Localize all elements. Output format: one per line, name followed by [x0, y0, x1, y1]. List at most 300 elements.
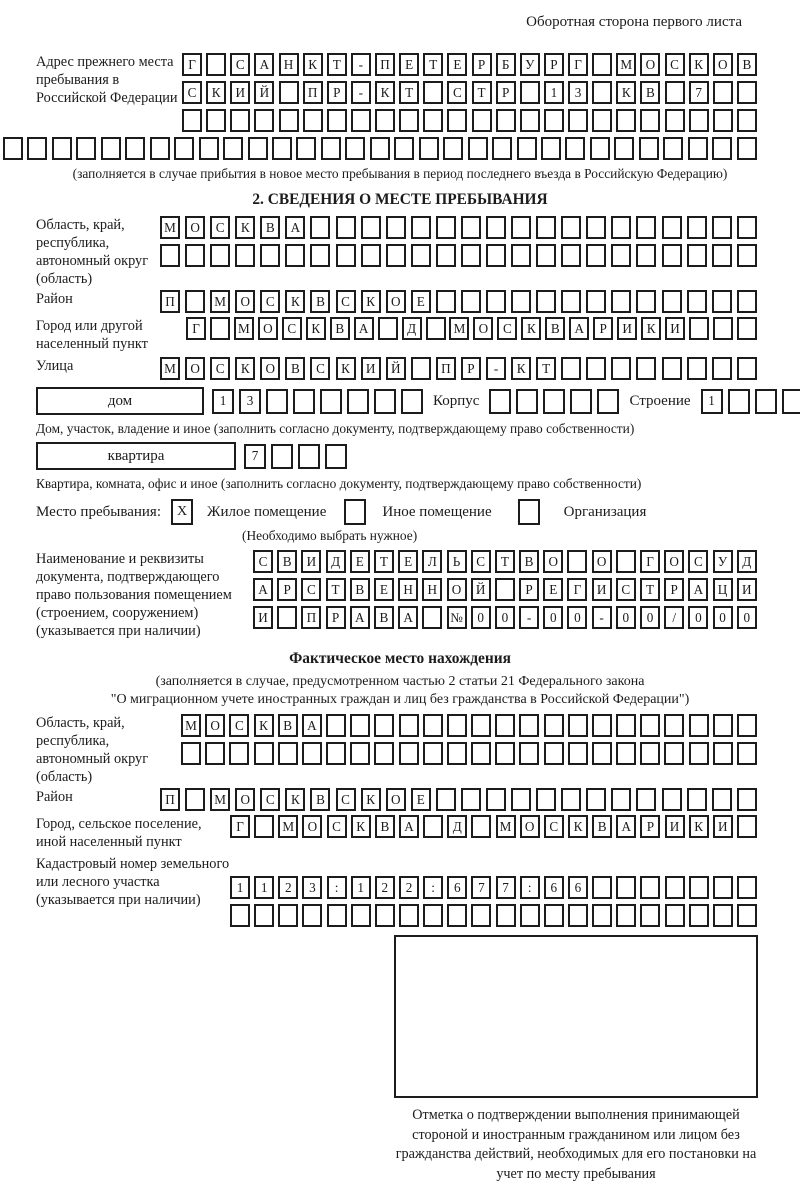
char-box: М — [449, 317, 469, 340]
choose-needed-caption: (Необходимо выбрать нужное) — [242, 528, 418, 543]
char-box — [271, 444, 293, 469]
char-box: Е — [398, 550, 418, 573]
char-box — [616, 876, 636, 899]
actual-region-label: Область, край, республика, автономный округ (область) — [36, 715, 149, 785]
char-box — [520, 81, 540, 104]
char-box: 0 — [616, 606, 636, 629]
char-box — [689, 876, 709, 899]
char-box — [260, 244, 280, 267]
char-box: 0 — [471, 606, 491, 629]
char-box: С — [182, 81, 202, 104]
char-box: О — [260, 357, 280, 380]
char-box — [461, 788, 481, 811]
char-box — [27, 137, 47, 160]
char-box — [423, 714, 443, 737]
char-box: К — [361, 788, 381, 811]
char-box — [468, 137, 488, 160]
char-box: А — [569, 317, 589, 340]
char-box — [495, 742, 515, 765]
char-box — [664, 742, 684, 765]
char-box: : — [520, 876, 540, 899]
char-box — [568, 742, 588, 765]
region-label: Область, край, республика, автономный округ (область) — [36, 217, 149, 287]
confirmation-area — [394, 935, 758, 1184]
checkbox-residential: X — [171, 499, 193, 525]
char-box — [565, 137, 585, 160]
char-box: В — [285, 357, 305, 380]
char-box — [302, 742, 322, 765]
char-box — [592, 81, 612, 104]
char-box: Е — [374, 578, 394, 601]
char-box — [592, 53, 612, 76]
street-row — [0, 357, 800, 380]
char-box — [277, 606, 297, 629]
char-box — [568, 904, 588, 927]
char-box — [3, 137, 23, 160]
char-box: С — [253, 550, 273, 573]
char-box — [640, 109, 660, 132]
char-box: 6 — [447, 876, 467, 899]
char-box — [436, 244, 456, 267]
char-box — [687, 357, 707, 380]
char-box — [486, 216, 506, 239]
char-box: 0 — [713, 606, 733, 629]
char-box: Р — [496, 81, 516, 104]
char-box — [426, 317, 446, 340]
char-box: Р — [461, 357, 481, 380]
char-box — [640, 714, 660, 737]
char-box — [310, 244, 330, 267]
house-type-box: дом — [36, 387, 204, 415]
char-box: И — [592, 578, 612, 601]
char-box — [611, 788, 631, 811]
char-box — [150, 137, 170, 160]
char-box — [712, 357, 732, 380]
char-box: М — [210, 788, 230, 811]
char-box: А — [616, 815, 636, 838]
char-box: Й — [386, 357, 406, 380]
char-box — [662, 216, 682, 239]
char-box — [712, 290, 732, 313]
char-box — [160, 244, 180, 267]
char-box — [345, 137, 365, 160]
char-box: Й — [471, 578, 491, 601]
char-box: Б — [496, 53, 516, 76]
char-box: С — [336, 290, 356, 313]
char-box — [492, 137, 512, 160]
char-row — [186, 317, 757, 340]
char-box — [447, 109, 467, 132]
char-box — [471, 904, 491, 927]
char-box: 0 — [737, 606, 757, 629]
char-box: С — [210, 216, 230, 239]
char-box — [597, 389, 619, 414]
char-box — [664, 714, 684, 737]
char-box: К — [641, 317, 661, 340]
checkbox-organization — [518, 499, 540, 525]
char-box — [663, 137, 683, 160]
char-box: О — [543, 550, 563, 573]
char-box: Т — [495, 550, 515, 573]
char-box — [326, 714, 346, 737]
char-box: : — [423, 876, 443, 899]
char-box — [296, 137, 316, 160]
char-box: К — [306, 317, 326, 340]
char-row — [182, 81, 757, 104]
char-box: П — [375, 53, 395, 76]
char-box — [361, 216, 381, 239]
char-box: О — [664, 550, 684, 573]
char-box: О — [592, 550, 612, 573]
char-box — [543, 389, 565, 414]
char-box: 0 — [688, 606, 708, 629]
char-box — [737, 290, 757, 313]
char-box: В — [278, 714, 298, 737]
char-box: С — [665, 53, 685, 76]
char-box — [662, 788, 682, 811]
char-box — [423, 742, 443, 765]
char-box — [461, 216, 481, 239]
char-box — [336, 244, 356, 267]
char-box: К — [689, 815, 709, 838]
char-row — [160, 216, 757, 239]
char-box — [272, 137, 292, 160]
char-box: 1 — [254, 876, 274, 899]
char-box — [423, 904, 443, 927]
char-box — [185, 788, 205, 811]
char-box — [447, 742, 467, 765]
char-box — [636, 788, 656, 811]
korpus-label: Корпус — [433, 392, 480, 409]
char-box — [411, 244, 431, 267]
char-box: М — [160, 216, 180, 239]
actual-location-caption-1: (заполняется в случае, предусмотренном частью 2 статьи 21 Федерального закона — [155, 674, 645, 689]
char-row-full-width — [3, 137, 757, 160]
char-box — [640, 876, 660, 899]
char-row — [182, 53, 757, 76]
char-box — [737, 81, 757, 104]
char-box — [495, 714, 515, 737]
char-box: О — [713, 53, 733, 76]
region-grid — [160, 216, 757, 267]
char-box — [235, 244, 255, 267]
char-box: У — [713, 550, 733, 573]
title-document-label: Наименование и реквизиты документа, подтверждающего право пользования помещением (строением, сооружением) (указывается при наличии) — [36, 551, 232, 639]
char-box — [511, 290, 531, 313]
char-box: С — [229, 714, 249, 737]
char-box: Г — [230, 815, 250, 838]
char-box — [737, 137, 757, 160]
char-box: К — [375, 81, 395, 104]
char-box: / — [664, 606, 684, 629]
char-box — [486, 290, 506, 313]
char-box — [125, 137, 145, 160]
char-box: Ц — [713, 578, 733, 601]
actual-location-caption-2: "О миграционном учете иностранных граждан и лиц без гражданства в Российской Федерации") — [110, 692, 690, 707]
char-box — [586, 290, 606, 313]
char-box — [713, 317, 733, 340]
char-box — [689, 742, 709, 765]
char-box — [285, 244, 305, 267]
char-box — [639, 137, 659, 160]
char-box — [737, 714, 757, 737]
char-box: К — [285, 788, 305, 811]
char-box — [210, 317, 230, 340]
char-box — [399, 742, 419, 765]
char-box — [206, 109, 226, 132]
char-box — [254, 815, 274, 838]
char-box: К — [361, 290, 381, 313]
char-box — [320, 389, 342, 414]
region-block — [0, 216, 800, 288]
char-box — [561, 290, 581, 313]
char-box: К — [689, 53, 709, 76]
char-box — [516, 389, 538, 414]
char-box — [712, 244, 732, 267]
char-row — [160, 357, 757, 380]
char-box — [611, 290, 631, 313]
char-box: Г — [640, 550, 660, 573]
char-box — [496, 109, 516, 132]
apartment-type-box: квартира — [36, 442, 236, 470]
char-box — [386, 244, 406, 267]
char-box: 3 — [568, 81, 588, 104]
char-box — [665, 904, 685, 927]
char-box — [293, 389, 315, 414]
char-box — [662, 357, 682, 380]
char-box — [782, 389, 800, 414]
char-box — [687, 788, 707, 811]
char-row — [230, 815, 757, 838]
char-box — [374, 714, 394, 737]
char-row — [253, 606, 757, 629]
apartment-row — [36, 442, 757, 470]
char-box: С — [336, 788, 356, 811]
char-box — [378, 317, 398, 340]
char-box: Г — [567, 578, 587, 601]
char-box — [636, 216, 656, 239]
char-box — [568, 109, 588, 132]
char-box: С — [260, 788, 280, 811]
char-box: Р — [640, 815, 660, 838]
char-box: М — [234, 317, 254, 340]
char-box — [185, 290, 205, 313]
char-box: Т — [374, 550, 394, 573]
char-box: : — [327, 876, 347, 899]
char-box: К — [336, 357, 356, 380]
char-row — [160, 244, 757, 267]
char-box: М — [160, 357, 180, 380]
char-box — [568, 714, 588, 737]
char-box — [351, 109, 371, 132]
char-row — [160, 788, 757, 811]
char-box: В — [277, 550, 297, 573]
char-box: К — [235, 357, 255, 380]
char-box: - — [486, 357, 506, 380]
char-box — [230, 109, 250, 132]
char-box: И — [617, 317, 637, 340]
char-box: Д — [737, 550, 757, 573]
option-residential-label: Жилое помещение — [207, 503, 327, 520]
actual-region-block — [0, 714, 800, 786]
confirmation-caption: Отметка о подтверждении выполнения принимающей стороной и иностранным гражданином или лицом без гражданства действий, необходимых для его постановки на учет по месту пребывания — [395, 1107, 757, 1182]
char-box: Й — [254, 81, 274, 104]
char-box — [561, 357, 581, 380]
option-organization-label: Организация — [563, 503, 647, 520]
char-box: Р — [326, 606, 346, 629]
char-box — [266, 389, 288, 414]
char-box — [278, 904, 298, 927]
char-box: С — [447, 81, 467, 104]
char-box: Г — [568, 53, 588, 76]
stroenie-cells — [701, 389, 800, 414]
char-box — [374, 742, 394, 765]
char-box: Е — [411, 290, 431, 313]
char-box: С — [497, 317, 517, 340]
char-box — [436, 788, 456, 811]
district-label: Район — [36, 291, 73, 307]
char-box: Г — [182, 53, 202, 76]
char-box: Р — [277, 578, 297, 601]
char-box: 2 — [278, 876, 298, 899]
char-box: К — [254, 714, 274, 737]
char-box: И — [737, 578, 757, 601]
char-box — [327, 109, 347, 132]
char-box: 7 — [689, 81, 709, 104]
char-box: А — [285, 216, 305, 239]
char-box — [687, 290, 707, 313]
char-box — [713, 742, 733, 765]
stroenie-label: Строение — [629, 392, 691, 409]
char-box: С — [210, 357, 230, 380]
char-box — [394, 137, 414, 160]
char-row — [230, 904, 757, 927]
char-box: К — [285, 290, 305, 313]
char-box — [713, 904, 733, 927]
char-box: Л — [422, 550, 442, 573]
char-box — [472, 109, 492, 132]
option-other-premises-label: Иное помещение — [382, 503, 492, 520]
apartment-number-cells — [244, 444, 347, 469]
char-box — [471, 815, 491, 838]
korpus-cells — [489, 389, 619, 414]
char-box: 7 — [244, 444, 266, 469]
char-box: 2 — [399, 876, 419, 899]
char-box: Е — [350, 550, 370, 573]
char-box: К — [235, 216, 255, 239]
char-box: А — [254, 53, 274, 76]
char-box — [386, 216, 406, 239]
char-box — [351, 904, 371, 927]
char-box — [712, 137, 732, 160]
char-box: Н — [279, 53, 299, 76]
char-box — [495, 578, 515, 601]
char-box: Д — [326, 550, 346, 573]
char-box: Е — [399, 53, 419, 76]
char-box: В — [310, 788, 330, 811]
char-box: Р — [327, 81, 347, 104]
char-box — [689, 714, 709, 737]
char-box — [447, 714, 467, 737]
char-box — [519, 742, 539, 765]
char-box — [436, 216, 456, 239]
char-box: У — [520, 53, 540, 76]
char-box — [755, 389, 777, 414]
char-box: В — [592, 815, 612, 838]
char-box: О — [185, 357, 205, 380]
cadastral-block — [0, 855, 800, 927]
char-box — [737, 815, 757, 838]
char-box: В — [545, 317, 565, 340]
prev-address-grid — [182, 53, 757, 132]
char-row — [230, 876, 757, 899]
char-box: Г — [186, 317, 206, 340]
char-box: 6 — [544, 876, 564, 899]
char-box: - — [351, 81, 371, 104]
char-box — [423, 109, 443, 132]
char-box: М — [278, 815, 298, 838]
char-box — [223, 137, 243, 160]
char-box — [471, 714, 491, 737]
char-box: - — [351, 53, 371, 76]
char-box — [640, 742, 660, 765]
char-box: К — [521, 317, 541, 340]
char-box — [611, 244, 631, 267]
char-box — [326, 742, 346, 765]
char-box: О — [302, 815, 322, 838]
char-box — [536, 216, 556, 239]
char-box — [687, 216, 707, 239]
char-box: 0 — [543, 606, 563, 629]
section2-title: 2. СВЕДЕНИЯ О МЕСТЕ ПРЕБЫВАНИЯ — [252, 191, 548, 208]
char-box: Т — [536, 357, 556, 380]
char-box — [536, 244, 556, 267]
char-box: М — [181, 714, 201, 737]
actual-city-label: Город, сельское поселение, иной населенный пункт — [36, 816, 202, 850]
char-box: 7 — [496, 876, 516, 899]
char-box: Р — [593, 317, 613, 340]
char-box — [712, 216, 732, 239]
char-box — [411, 216, 431, 239]
char-box: Т — [327, 53, 347, 76]
char-box — [570, 389, 592, 414]
char-box — [712, 788, 732, 811]
char-box — [592, 742, 612, 765]
char-box — [614, 137, 634, 160]
char-box: 2 — [375, 876, 395, 899]
char-box — [541, 137, 561, 160]
char-box: А — [354, 317, 374, 340]
char-box — [230, 904, 250, 927]
char-box: № — [447, 606, 467, 629]
char-box — [419, 137, 439, 160]
char-box — [737, 742, 757, 765]
char-box: О — [473, 317, 493, 340]
char-box — [665, 81, 685, 104]
char-box: Е — [447, 53, 467, 76]
char-box: В — [737, 53, 757, 76]
char-box — [687, 244, 707, 267]
char-box: С — [544, 815, 564, 838]
char-box — [567, 550, 587, 573]
char-box: 6 — [568, 876, 588, 899]
char-box — [561, 788, 581, 811]
char-box: 1 — [701, 389, 723, 414]
char-box — [199, 137, 219, 160]
char-box — [76, 137, 96, 160]
char-box: О — [235, 788, 255, 811]
char-box: О — [235, 290, 255, 313]
